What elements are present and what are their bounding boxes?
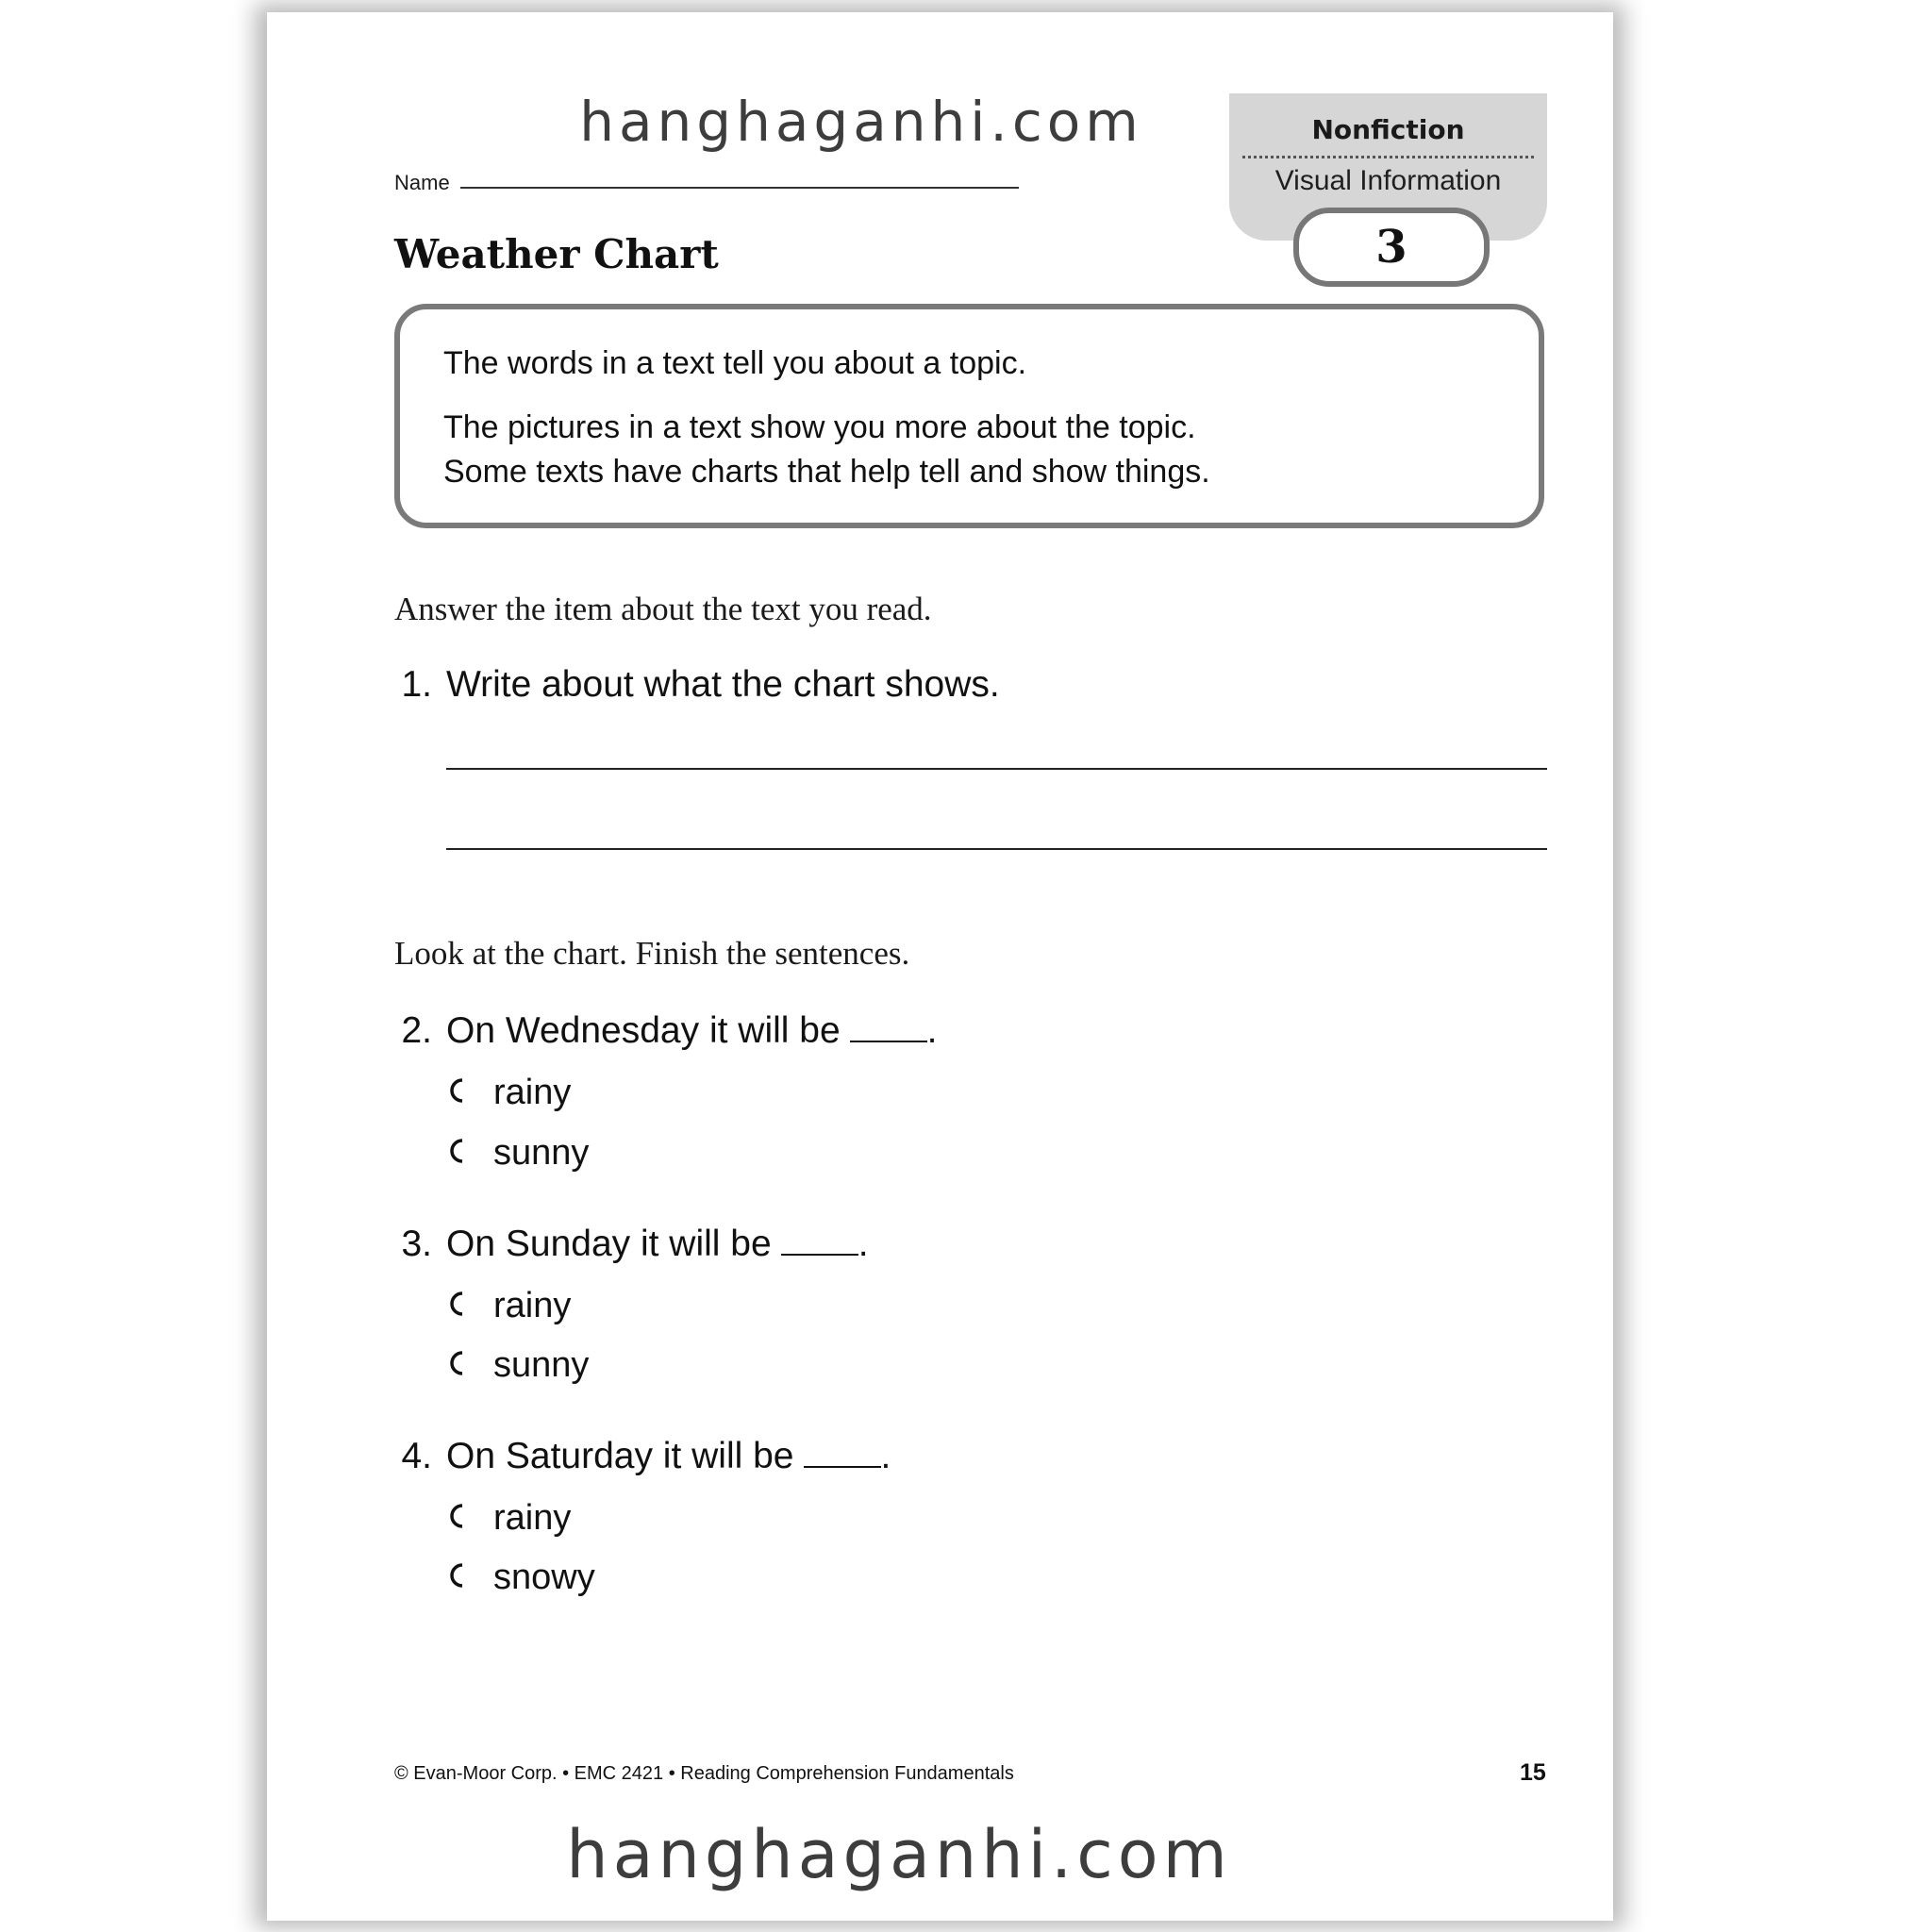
answer-blank — [781, 1254, 858, 1256]
option-label: rainy — [493, 1073, 572, 1112]
question-4-text: On Saturday it will be — [446, 1436, 794, 1476]
question-2-text: On Wednesday it will be — [446, 1010, 841, 1051]
option-label: rainy — [493, 1498, 572, 1538]
answer-line-2[interactable] — [446, 848, 1547, 850]
question-2: On Wednesday it will be . — [446, 1010, 938, 1051]
question-3-option-1[interactable] — [446, 1286, 571, 1326]
instruction-answer: Answer the item about the text you read. — [394, 591, 932, 627]
instruction-chart: Look at the chart. Finish the sentences. — [394, 935, 910, 972]
question-1-number: 1. — [401, 664, 432, 705]
copyright-footer: © Evan-Moor Corp. • EMC 2421 • Reading Comprehension Fundamentals — [394, 1763, 1014, 1784]
answer-blank — [850, 1041, 927, 1042]
radio-circle-icon[interactable] — [446, 1291, 473, 1317]
option-label: sunny — [493, 1133, 590, 1173]
question-2-option-2[interactable] — [446, 1133, 589, 1174]
radio-circle-icon[interactable] — [446, 1077, 473, 1104]
question-4-option-2[interactable] — [446, 1557, 595, 1598]
watermark-top: hanghaganhi.com — [579, 90, 1143, 154]
tag-skill: Visual Information — [1274, 165, 1502, 196]
page-title: Weather Chart — [394, 231, 719, 277]
info-line-1: The words in a text tell you about a topic. — [443, 345, 1027, 381]
tag-category: Nonfiction — [1311, 114, 1465, 145]
radio-circle-icon[interactable] — [446, 1503, 473, 1529]
watermark-bottom: hanghaganhi.com — [566, 1816, 1232, 1893]
radio-circle-icon[interactable] — [446, 1350, 473, 1376]
tag-divider — [1242, 156, 1534, 158]
radio-circle-icon[interactable] — [446, 1138, 473, 1164]
option-label: sunny — [493, 1345, 590, 1385]
question-3-number: 3. — [401, 1224, 432, 1264]
question-3-text: On Sunday it will be — [446, 1224, 772, 1264]
info-line-3: Some texts have charts that help tell and show things. — [443, 454, 1210, 490]
page-number: 15 — [1520, 1759, 1546, 1786]
question-3-option-2[interactable] — [446, 1345, 589, 1386]
name-label: Name — [394, 171, 450, 194]
question-2-number: 2. — [401, 1010, 432, 1051]
question-2-option-1[interactable] — [446, 1073, 571, 1113]
option-label: rainy — [493, 1286, 572, 1325]
question-4-number: 4. — [401, 1436, 432, 1476]
worksheet-page — [267, 12, 1613, 1921]
tag-number: 3 — [1293, 208, 1490, 287]
name-write-line[interactable] — [460, 187, 1019, 189]
question-3: On Sunday it will be . — [446, 1224, 869, 1264]
question-4: On Saturday it will be . — [446, 1436, 891, 1476]
info-box — [394, 304, 1544, 528]
question-1-text: Write about what the chart shows. — [446, 664, 1000, 705]
radio-circle-icon[interactable] — [446, 1562, 473, 1589]
info-line-2: The pictures in a text show you more about the topic. — [443, 409, 1196, 445]
answer-line-1[interactable] — [446, 768, 1547, 770]
option-label: snowy — [493, 1557, 595, 1597]
answer-blank — [804, 1466, 881, 1468]
question-4-option-1[interactable] — [446, 1498, 571, 1539]
